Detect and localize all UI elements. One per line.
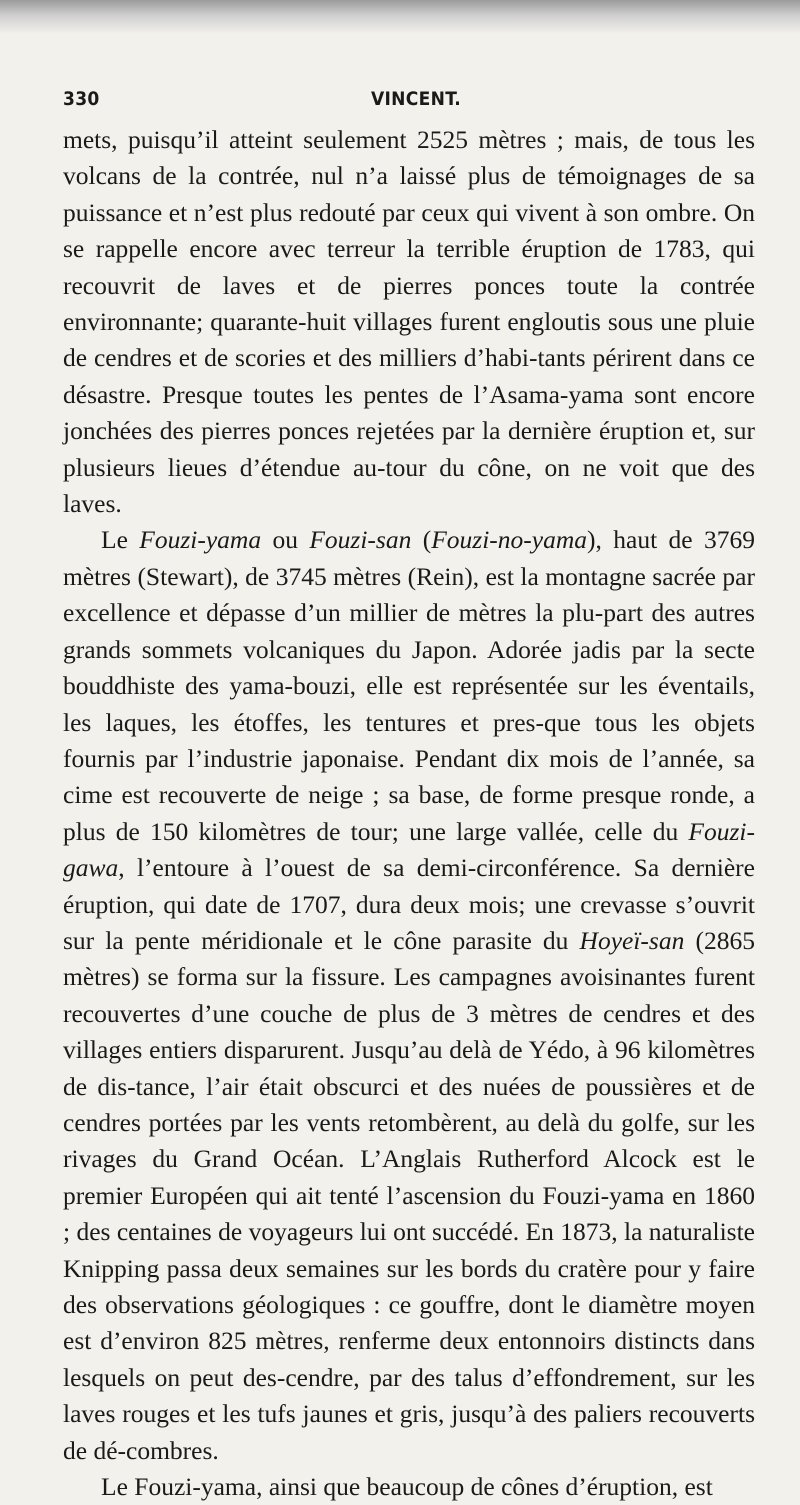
italic-term: Fouzi-gawa	[63, 816, 755, 883]
text-run: (2865 mètres) se forma sur la fissure. Les campagnes avoisinantes furent recouvertes d’une couche de plus de 3 mètres de cendres et des villages entiers disparurent. Jusqu’au delà de Yédo, à 96 kilomètres de dis-tance, l’air était obscurci et des nuées de poussières et de cendres portées par les vents retombèrent, au delà du golfe, sur les rivages du Grand Océan. L’Anglais Rutherford Alcock est le premier Européen qui ait tenté l’ascension du Fouzi-yama en 1860 ; des centaines de voyageurs lui ont succédé. En 1873, la naturaliste Knipping passa deux semaines sur les bords du cratère pour y faire des observations géologiques : ce gouffre, dont le diamètre moyen est d’environ 825 mètres, renferme deux entonnoirs distincts dans lesquels on peut des-cendre, par des talus d’effondrement, sur les laves rouges et les tufs jaunes et gris, jusqu’à des paliers recouverts de dé-combres.	[63, 925, 755, 1465]
italic-term: Fouzi-no-yama	[431, 525, 588, 555]
text-run: ), haut de 3769 mètres (Stewart), de 3745 mètres (Rein), est la montagne sacrée par excellence et dépasse d’un millier de mètres la plu-part des autres grands sommets volcaniques du Japon. Adorée jadis par la secte bouddhiste des yama-bouzi, elle est représentée sur les éventails, les laques, les étoffes, les tentures et pres-que tous les objets fournis par l’industrie japonaise. Pendant dix mois de l’année, sa cime est recouverte de neige ; sa base, de forme presque ronde, a plus de 150 kilomètres de tour; une large vallée, celle du	[63, 525, 755, 846]
running-head: VINCENT.	[371, 88, 462, 110]
text-run: Le	[101, 525, 140, 555]
page-header	[63, 88, 755, 116]
text-run: ou	[261, 525, 310, 555]
italic-term: Hoyeï-san	[579, 925, 685, 955]
italic-term: Fouzi-san	[309, 525, 412, 555]
scan-edge-shadow	[0, 0, 800, 34]
paragraph-fouzi-yama	[63, 522, 755, 1469]
paragraph-continuation: Le Fouzi-yama, ainsi que beaucoup de cônes d’éruption, est	[101, 1472, 713, 1502]
italic-term: Fouzi-yama	[139, 525, 262, 555]
paragraph-asama-yama: mets, puisqu’il atteint seulement 2525 mètres ; mais, de tous les volcans de la contrée, nul n’a laissé plus de témoignages de sa puissance et n’est plus redouté par ceux qui vivent à son ombre. On se rappelle encore avec terreur la terrible éruption de 1783, qui recouvrit de laves et de pierres ponces toute la contrée environnante; quarante-huit villages furent engloutis sous une pluie de cendres et de scories et des milliers d’habi-tants périrent dans ce désastre. Presque toutes les pentes de l’Asama-yama sont encore jonchées des pierres ponces rejetées par la dernière éruption et, sur plusieurs lieues d’étendue au-tour du cône, on ne voit que des laves.	[63, 125, 755, 519]
page-number: 330	[63, 88, 100, 110]
text-run: , l’entoure à l’ouest de sa demi-circonférence. Sa dernière éruption, qui date de 1707, dura deux mois; une crevasse s’ouvrit sur la pente méridionale et le cône parasite du	[63, 853, 755, 955]
body-text	[63, 122, 755, 1505]
text-run: (	[411, 525, 432, 555]
